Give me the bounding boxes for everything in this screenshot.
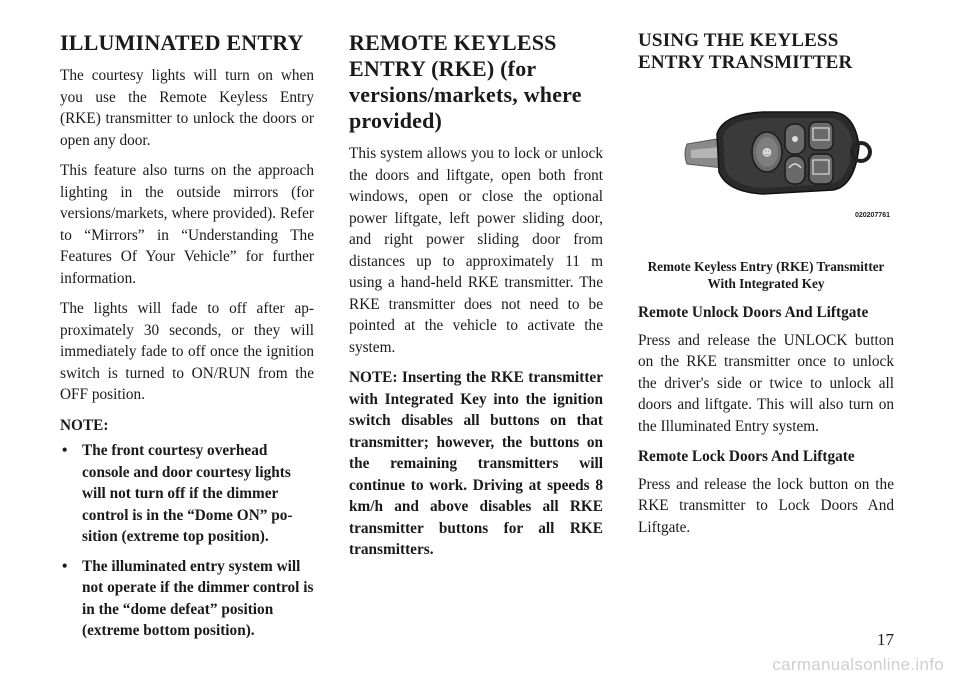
bullet-icon: •	[62, 557, 68, 575]
svg-text:☻: ☻	[761, 148, 773, 159]
note-bullet-item	[60, 556, 314, 642]
figure-caption: Remote Keyless Entry (RKE) Transmitter With Integrated Key	[647, 259, 885, 291]
note-bullet-item	[60, 440, 314, 548]
note-bullet-text: The illuminated entry system will not operate if the dimmer control is in the “dome defeat” position (extreme bottom position).	[82, 557, 314, 639]
note-list	[60, 440, 314, 642]
paragraph: Press and release the lock button on the RKE transmitter to Lock Doors And Liftgate.	[638, 475, 894, 536]
column-remote-keyless-entry	[349, 30, 603, 570]
subheading-lock: Remote Lock Doors And Liftgate	[638, 448, 855, 465]
page-number: 17	[877, 630, 894, 649]
paragraph: This system allows you to lock or unlock the doors and liftgate, open both front windows, open or close the optional power liftgate, left power sliding door, and right power sliding door from distances up to approximately 11 m using a hand-held RKE transmitter. The RKE transmitter does not need to be pointed at the vehicle to activate the system.	[349, 145, 603, 356]
note-label: NOTE:	[60, 416, 109, 434]
key-fob-figure	[638, 106, 894, 256]
heading-remote-keyless-entry: REMOTE KEYLESS ENTRY (RKE) (for versions/markets, where provided)	[349, 30, 582, 133]
note-paragraph: NOTE: Inserting the RKE transmitter with Integrated Key into the ignition switch disables all buttons on that transmitter; however, the buttons on the remaining transmitters will continue to work. Driving at speeds 8 km/h and above disables all RKE transmitter buttons for all RKE transmitters.	[349, 369, 603, 558]
watermark-text: carmanualsonline.info	[772, 655, 944, 674]
column-illuminated-entry	[60, 30, 314, 650]
figure-code: 020207761	[854, 212, 890, 219]
heading-using-transmitter: USING THE KEYLESS ENTRY TRANSMITTER	[638, 30, 853, 73]
subheading-unlock: Remote Unlock Doors And Liftgate	[638, 304, 869, 321]
paragraph: The lights will fade to off after approximately 30 seconds, or they will immediately fade to off once the ignition switch is turned to ON/RUN from the OFF position.	[60, 300, 314, 403]
paragraph: Press and release the UNLOCK button on the RKE transmitter once to unlock the driver's side or twice to unlock all doors and liftgate. This will also turn on the Illuminated Entry system.	[638, 331, 894, 435]
key-fob-illustration	[683, 106, 873, 216]
paragraph: The courtesy lights will turn on when you use the Remote Keyless Entry (RKE) transmitter to unlock the doors or open any door.	[60, 67, 314, 149]
note-bullet-text: The front courtesy overhead console and door courtesy lights will not turn off if the dimmer control is in the “Dome ON” position (extreme top position).	[82, 442, 293, 545]
paragraph: This feature also turns on the approach lighting in the outside mirrors (for versions/markets, where provided). Refer to “Mirrors” in “Understanding The Features Of Your Vehicle” for further information.	[60, 162, 314, 287]
column-using-transmitter	[638, 30, 894, 547]
heading-illuminated-entry: ILLUMINATED ENTRY	[60, 30, 304, 55]
bullet-icon: •	[62, 442, 68, 459]
